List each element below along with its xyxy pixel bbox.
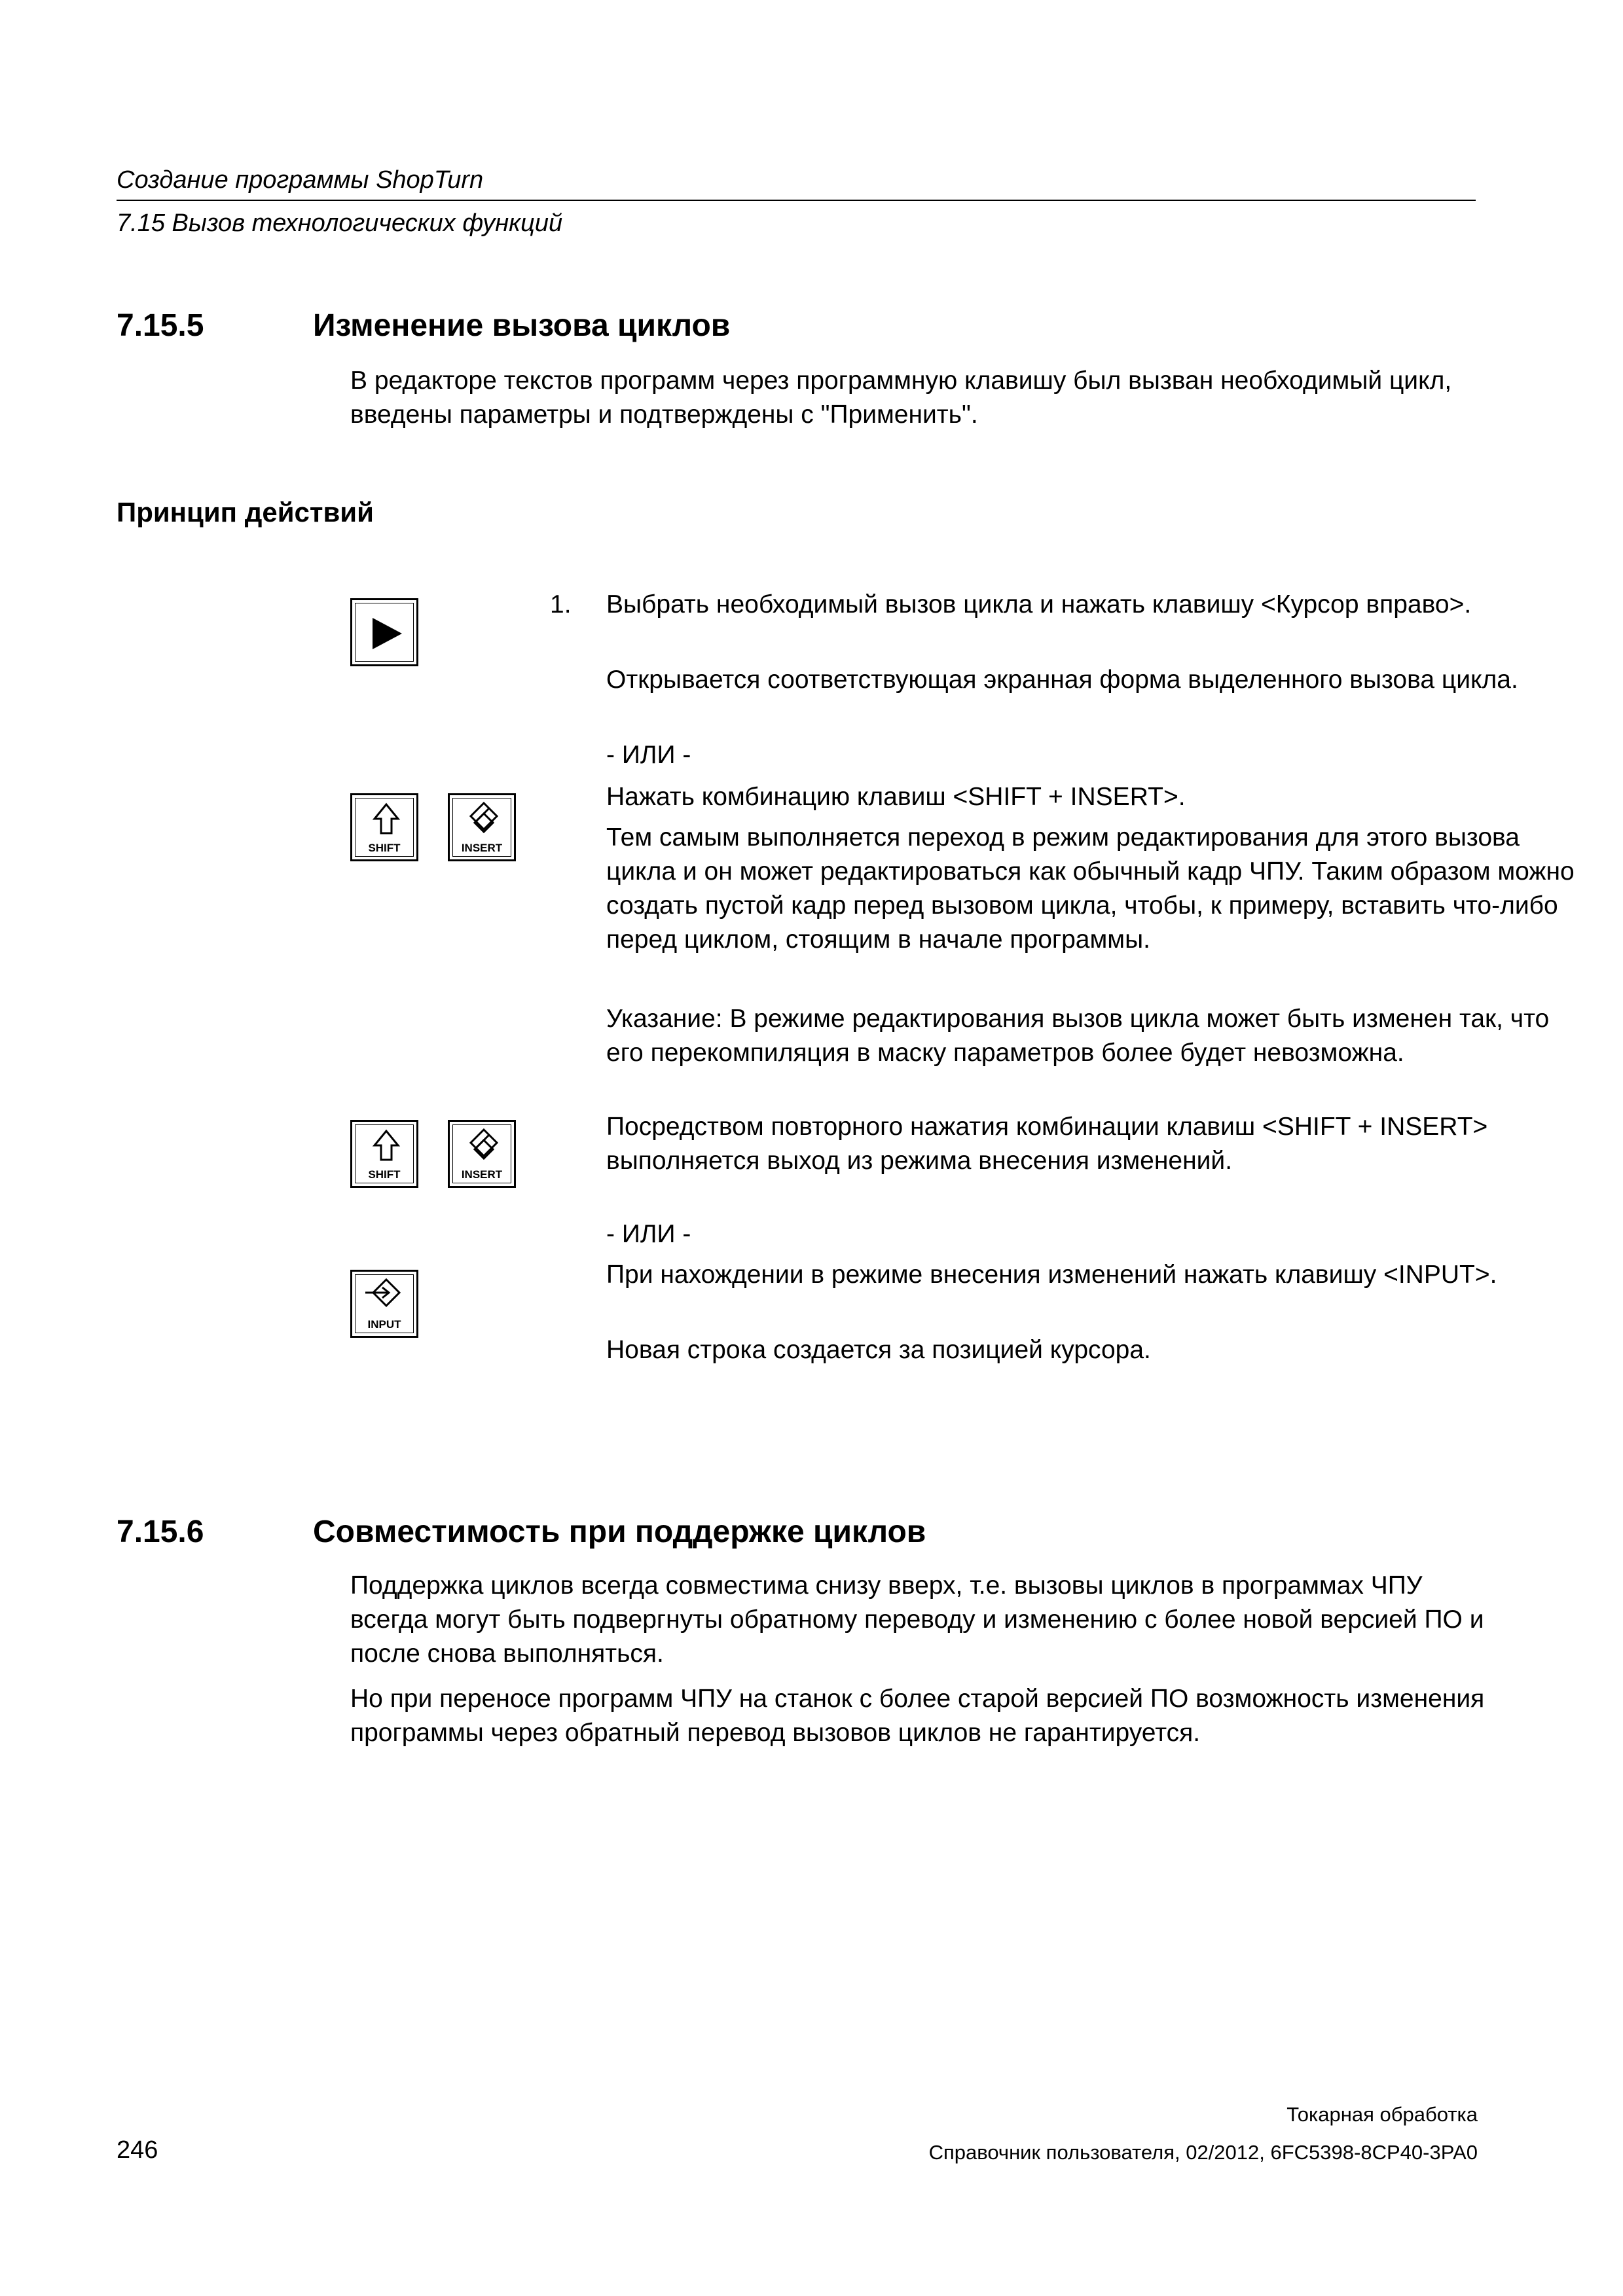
insert-key-label: INSERT bbox=[461, 842, 503, 854]
insert-key bbox=[448, 793, 516, 861]
insert-key-repeat bbox=[448, 1120, 516, 1188]
shift-key-label: SHIFT bbox=[368, 842, 401, 854]
step-number: 1. bbox=[550, 590, 572, 619]
step-1-text: Выбрать необходимый вызов цикла и нажать клавишу <Курсор вправо>. bbox=[606, 590, 1472, 619]
or-separator: - ИЛИ - bbox=[606, 741, 691, 769]
step-note-text: Указание: В режиме редактирования вызов цикла может быть изменен так, что его перекомпиляция в маску параметров более будет невозможна. bbox=[606, 1005, 1550, 1067]
section2-paragraph-1: Поддержка циклов всегда совместима снизу вверх, т.е. вызовы циклов в программах ЧПУ всегда могут быть подвергнуты обратному переводу и изменению с более новой версией ПО и после снова выполняться. bbox=[350, 1571, 1484, 1668]
cursor-right-key bbox=[350, 598, 418, 666]
cursor-right-icon bbox=[352, 600, 420, 668]
section-number: 7.15.5 bbox=[117, 308, 204, 343]
section-number-2: 7.15.6 bbox=[117, 1515, 204, 1549]
footer-book-title: Токарная обработка bbox=[1286, 2103, 1478, 2126]
step-newline-text: Новая строка создается за позицией курсора. bbox=[606, 1336, 1151, 1364]
header-rule bbox=[117, 200, 1476, 201]
shift-key bbox=[350, 793, 418, 861]
running-header-title: Создание программы ShopTurn bbox=[117, 166, 484, 194]
or-separator-2: - ИЛИ - bbox=[606, 1220, 691, 1248]
running-header-subtitle: 7.15 Вызов технологических функций bbox=[117, 209, 563, 237]
shift-key-repeat bbox=[350, 1120, 418, 1188]
section-title: Изменение вызова циклов bbox=[313, 308, 731, 343]
input-key bbox=[350, 1270, 418, 1338]
section2-paragraph-2: Но при переносе программ ЧПУ на станок с более старой версией ПО возможность изменения программы через обратный перевод вызовов циклов не гарантируется. bbox=[350, 1685, 1485, 1747]
input-icon bbox=[352, 1272, 420, 1340]
step-thus-text: Тем самым выполняется переход в режим редактирования для этого вызова цикла и он может редактироваться как обычный кадр ЧПУ. Таким образом можно создать пустой кадр перед вызовом цикла, чтобы, к примеру, вставить что-либо перед циклом, стоящим в начале программы. bbox=[606, 823, 1575, 954]
step-input-text: При нахождении в режиме внесения изменений нажать клавишу <INPUT>. bbox=[606, 1261, 1497, 1289]
page-number: 246 bbox=[117, 2136, 158, 2164]
shift-arrow-icon bbox=[352, 795, 420, 863]
shift-key-label: SHIFT bbox=[368, 1168, 401, 1181]
insert-icon bbox=[450, 1122, 518, 1190]
insert-key-label: INSERT bbox=[461, 1168, 503, 1181]
section-title-2: Совместимость при поддержке циклов bbox=[313, 1515, 926, 1549]
shift-arrow-icon bbox=[352, 1122, 420, 1190]
step-opens-text: Открывается соответствующая экранная форма выделенного вызова цикла. bbox=[606, 666, 1518, 694]
input-key-label: INPUT bbox=[367, 1318, 401, 1331]
step-repeat-text: Посредством повторного нажатия комбинации клавиш <SHIFT + INSERT> выполняется выход из режима внесения изменений. bbox=[606, 1113, 1488, 1175]
step-press-text: Нажать комбинацию клавиш <SHIFT + INSERT>. bbox=[606, 783, 1186, 811]
subheading: Принцип действий bbox=[117, 497, 374, 528]
section-intro: В редакторе текстов программ через программную клавишу был вызван необходимый цикл, введены параметры и подтверждены с "Применить". bbox=[350, 367, 1452, 429]
footer-manual-info: Справочник пользователя, 02/2012, 6FC5398-8CP40-3PA0 bbox=[928, 2141, 1478, 2164]
insert-icon bbox=[450, 795, 518, 863]
